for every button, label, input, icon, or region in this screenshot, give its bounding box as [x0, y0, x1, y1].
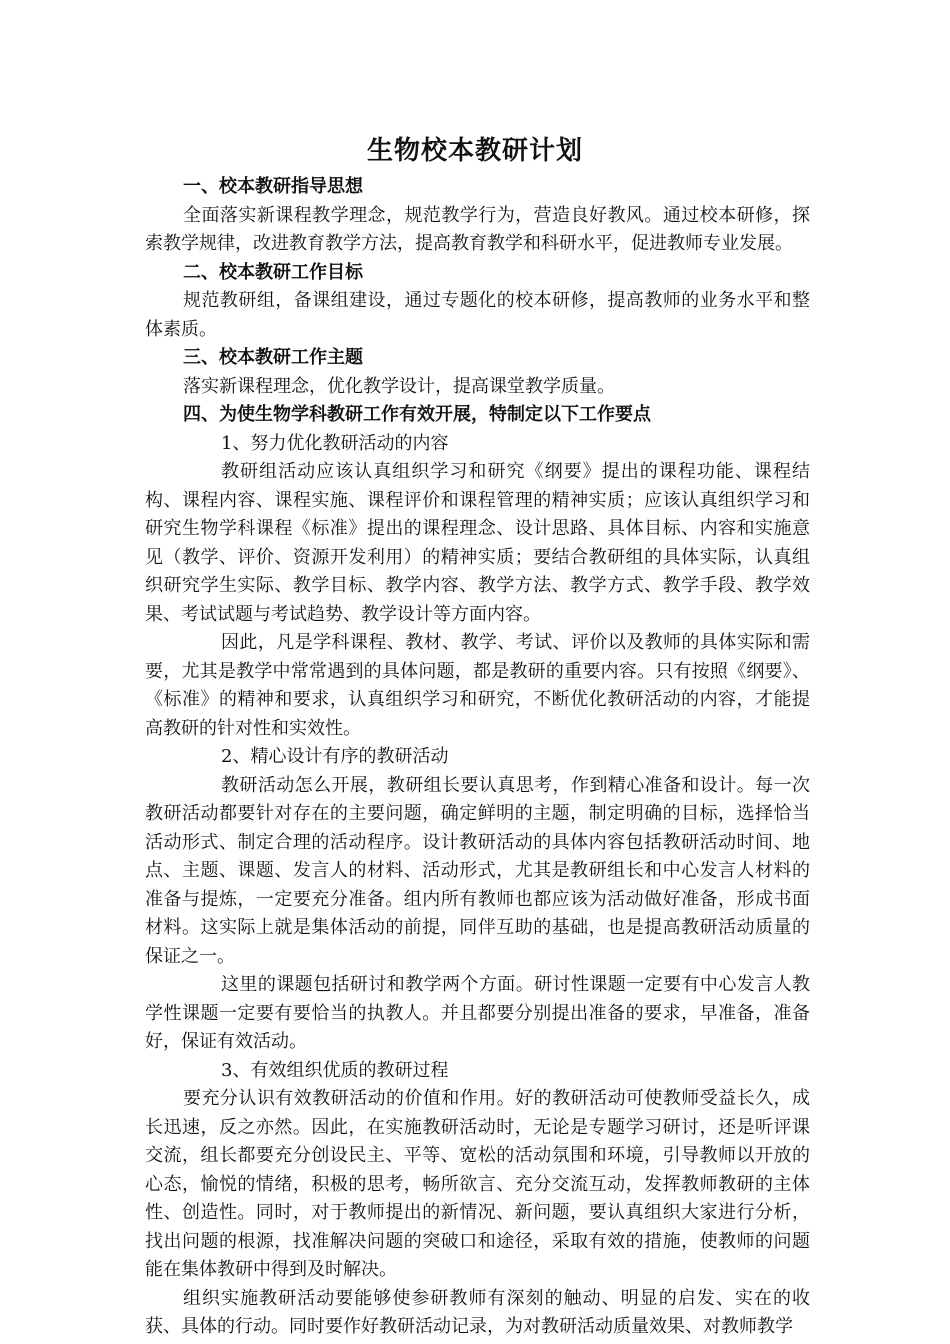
point-paragraph: 要充分认识有效教研活动的价值和作用。好的教研活动可使教师受益长久，成长迅速，反之亦然。因此，在实施教研活动时，无论是专题学习研讨，还是听评课交流，组长都要充分创设民主、平等、宽松的活动氛围和环境，引导教师以开放的心态，愉悦的情绪，积极的思考，畅所欲言、充分交流互动，发挥教师教研的主体性、创造性。同时，对于教师提出的新情况、新问题，要认真组织大家进行分析，找出问题的根源，找准解决问题的突破口和途径，采取有效的措施，使教师的问题能在集体教研中得到及时解决。	[145, 1088, 810, 1280]
point-title-3: 3、有效组织优质的教研过程	[221, 1059, 449, 1081]
point-paragraph: 因此，凡是学科课程、教材、教学、考试、评价以及教师的具体实际和需要，尤其是教学中常常遇到的具体问题，都是教研的重要内容。只有按照《纲要》、《标准》的精神和要求，认真组织学习和研究，不断优化教研活动的内容，才能提高教研的针对性和实效性。	[145, 632, 810, 739]
point-paragraph: 教研组活动应该认真组织学习和研究《纲要》提出的课程功能、课程结构、课程内容、课程实施、课程评价和课程管理的精神实质；应该认真组织学习和研究生物学科课程《标准》提出的课程理念、设计思路、具体目标、内容和实施意见（教学、评价、资源开发利用）的精神实质；要结合教研组的具体实际，认真组织研究学生实际、教学目标、教学内容、教学方法、教学方式、教学手段、教学效果、考试试题与考试趋势、教学设计等方面内容。	[145, 461, 810, 625]
point-paragraph: 组织实施教研活动要能够使参研教师有深刻的触动、明显的启发、实在的收获、具体的行动。同时要作好教研活动记录，为对教研活动质量效果、对教师教学	[145, 1287, 810, 1337]
document-title: 生物校本教研计划	[366, 136, 583, 166]
point-paragraph: 这里的课题包括研讨和教学两个方面。研讨性课题一定要有中心发言人教学性课题一定要有要恰当的执教人。并且都要分别提出准备的要求，早准备，准备好，保证有效活动。	[145, 974, 810, 1052]
section-text-3: 落实新课程理念，优化教学设计，提高课堂教学质量。	[183, 375, 615, 397]
document-body	[145, 173, 810, 1342]
section-heading-3: 三、校本教研工作主题	[183, 347, 363, 368]
section-heading-1: 一、校本教研指导思想	[183, 176, 363, 197]
point-title-1: 1、努力优化教研活动的内容	[221, 432, 449, 454]
section-heading-4: 四、为使生物学科教研工作有效开展，特制定以下工作要点	[183, 404, 651, 425]
point-title-2: 2、精心设计有序的教研活动	[221, 746, 449, 767]
section-text-1: 全面落实新课程教学理念，规范教学行为，营造良好教风。通过校本研修，探索教学规律，改进教育教学方法，提高教育教学和科研水平，促进教师专业发展。	[145, 204, 810, 254]
section-text-2: 规范教研组，备课组建设，通过专题化的校本研修，提高教师的业务水平和整体素质。	[145, 290, 810, 340]
section-heading-2: 二、校本教研工作目标	[183, 261, 363, 283]
point-paragraph: 教研活动怎么开展，教研组长要认真思考，作到精心准备和设计。每一次教研活动都要针对存在的主要问题，确定鲜明的主题，制定明确的目标，选择恰当活动形式、制定合理的活动程序。设计教研活动的具体内容包括教研活动时间、地点、主题、课题、发言人的材料、活动形式，尤其是教研组长和中心发言人材料的准备与提炼，一定要充分准备。组内所有教师也都应该为活动做好准备，形成书面材料。这实际上就是集体活动的前提，同伴互助的基础，也是提高教研活动质量的保证之一。	[145, 774, 810, 967]
